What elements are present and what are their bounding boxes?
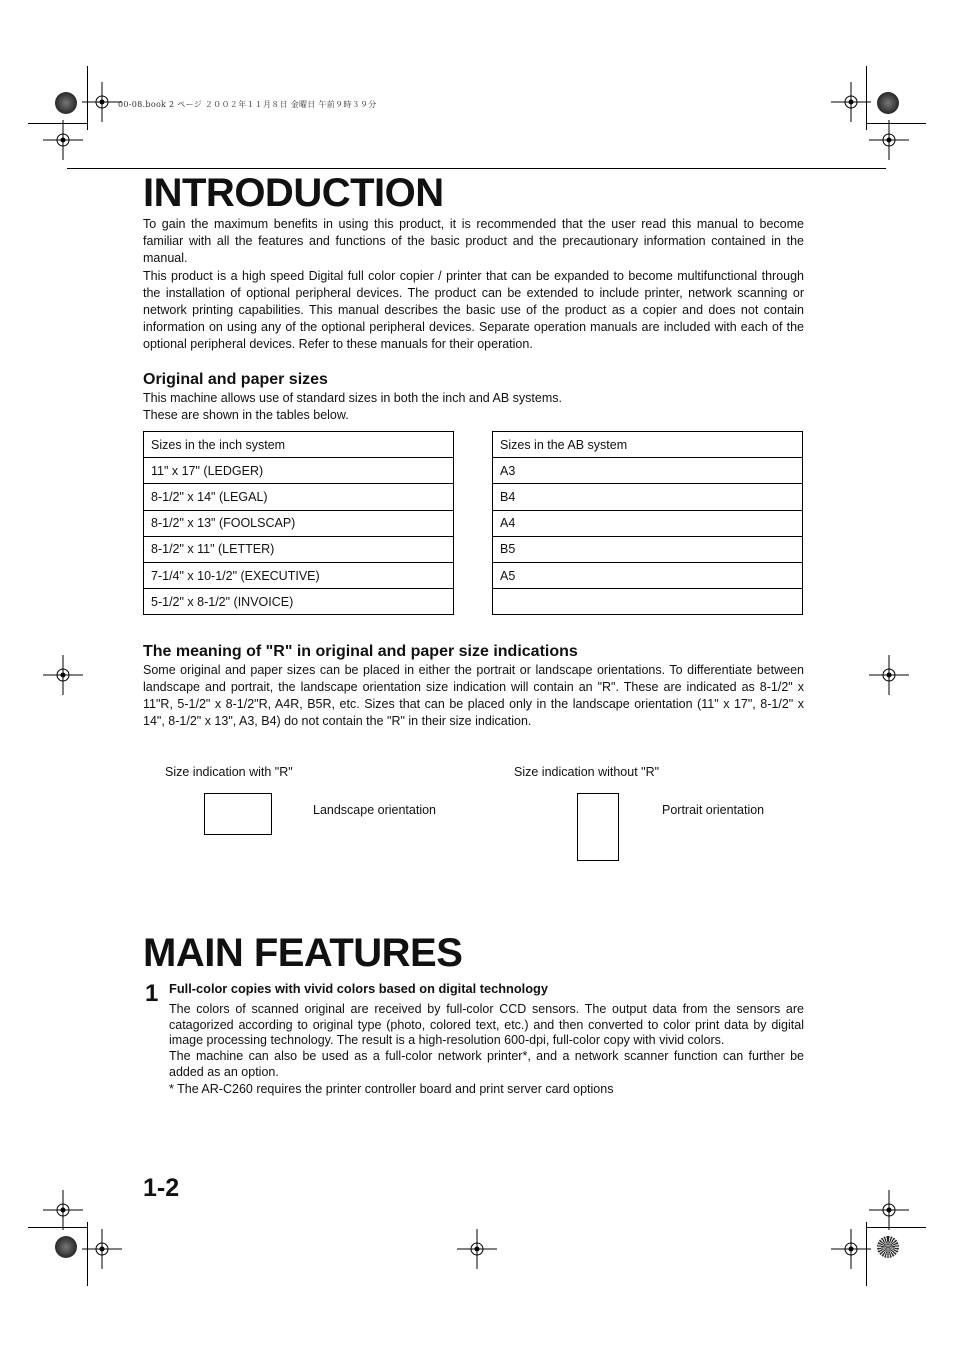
table-cell: 8-1/2" x 14" (LEGAL) bbox=[144, 484, 454, 510]
table-cell: A5 bbox=[493, 562, 803, 588]
registration-mark-icon bbox=[869, 1190, 909, 1230]
table-header: Sizes in the inch system bbox=[144, 432, 454, 458]
color-dot-icon bbox=[877, 92, 899, 114]
sizes-line-1: This machine allows use of standard sizes in both the inch and AB systems. bbox=[143, 391, 562, 405]
table-cell: A4 bbox=[493, 510, 803, 536]
table-header: Sizes in the AB system bbox=[493, 432, 803, 458]
table-cell: B5 bbox=[493, 536, 803, 562]
registration-mark-icon bbox=[869, 120, 909, 160]
table-cell: 7-1/4" x 10-1/2" (EXECUTIVE) bbox=[144, 562, 454, 588]
color-dot-icon bbox=[877, 1236, 899, 1258]
color-dot-icon bbox=[55, 1236, 77, 1258]
table-cell: B4 bbox=[493, 484, 803, 510]
registration-mark-icon bbox=[43, 655, 83, 695]
sizes-heading: Original and paper sizes bbox=[143, 371, 328, 388]
registration-mark-icon bbox=[457, 1229, 497, 1269]
registration-mark-icon bbox=[831, 1229, 871, 1269]
r-meaning-paragraph: Some original and paper sizes can be placed in either the portrait or landscape orientations. To differentiate between landscape and portrait, the landscape orientation size indication will contain an "R". These are indicated as 8-1/2" x 11"R, 5-1/2" x 8-1/2"R, A4R, B5R, etc. Sizes that can be placed only in the landscape orientation (11" x 17", 8-1/2" x 14", 8-1/2" x 13", A3, B4) do not contain the "R" in their size indication. bbox=[143, 663, 804, 728]
landscape-rectangle bbox=[204, 793, 272, 835]
main-features-title: MAIN FEATURES bbox=[143, 931, 463, 975]
registration-mark-icon bbox=[82, 1229, 122, 1269]
table-cell: 8-1/2" x 11" (LETTER) bbox=[144, 536, 454, 562]
registration-mark-icon bbox=[831, 82, 871, 122]
inch-sizes-table bbox=[143, 431, 454, 615]
table-cell bbox=[493, 589, 803, 615]
portrait-rectangle bbox=[577, 793, 619, 861]
introduction-title: INTRODUCTION bbox=[143, 171, 444, 215]
without-r-label: Size indication without "R" bbox=[514, 765, 660, 779]
ab-sizes-table bbox=[492, 431, 803, 615]
table-cell: A3 bbox=[493, 458, 803, 484]
print-info-line: 00-08.book 2 ページ ２００２年１１月８日 金曜日 午前９時３９分 bbox=[118, 100, 377, 109]
introduction-paragraph-1: To gain the maximum benefits in using this product, it is recommended that the user read this manual to become familiar with all the features and functions of the basic product and the precautionary information contained in the manual. bbox=[143, 217, 804, 265]
table-cell: 5-1/2" x 8-1/2" (INVOICE) bbox=[144, 589, 454, 615]
color-dot-icon bbox=[55, 92, 77, 114]
feature-note: * The AR-C260 requires the printer controller board and print server card options bbox=[169, 1082, 614, 1096]
page-number: 1-2 bbox=[143, 1174, 180, 1202]
r-meaning-heading: The meaning of "R" in original and paper size indications bbox=[143, 643, 578, 660]
feature-paragraph-2: The machine can also be used as a full-color network printer*, and a network scanner function can further be added as an option. bbox=[169, 1049, 804, 1079]
feature-title: Full-color copies with vivid colors based on digital technology bbox=[169, 981, 548, 996]
registration-mark-icon bbox=[43, 1190, 83, 1230]
feature-paragraph-1: The colors of scanned original are received by full-color CCD sensors. The output data from the sensors are catagorized according to original type (photo, colored text, etc.) and then converted to color print data by digital image processing technology. The result is a high-resolution 600-dpi, full-color copy with vivid colors. bbox=[169, 1002, 804, 1047]
table-cell: 11" x 17" (LEDGER) bbox=[144, 458, 454, 484]
sizes-line-2: These are shown in the tables below. bbox=[143, 408, 349, 422]
feature-number: 1 bbox=[145, 980, 159, 1007]
with-r-label: Size indication with "R" bbox=[165, 765, 293, 779]
registration-mark-icon bbox=[869, 655, 909, 695]
table-cell: 8-1/2" x 13" (FOOLSCAP) bbox=[144, 510, 454, 536]
registration-mark-icon bbox=[43, 120, 83, 160]
portrait-label: Portrait orientation bbox=[662, 803, 765, 817]
header-rule bbox=[67, 168, 886, 169]
registration-mark-icon bbox=[82, 82, 122, 122]
introduction-paragraph-2: This product is a high speed Digital full color copier / printer that can be expanded to become multifunctional through the installation of optional peripheral devices. The product can be extended to include printer, network scanning or network printing capabilities. This manual describes the basic use of the product as a copier and does not contain information on using any of the optional peripheral devices. Separate operation manuals are included with each of the optional peripheral devices. Refer to these manuals for their operation. bbox=[143, 269, 804, 351]
landscape-label: Landscape orientation bbox=[313, 803, 437, 817]
